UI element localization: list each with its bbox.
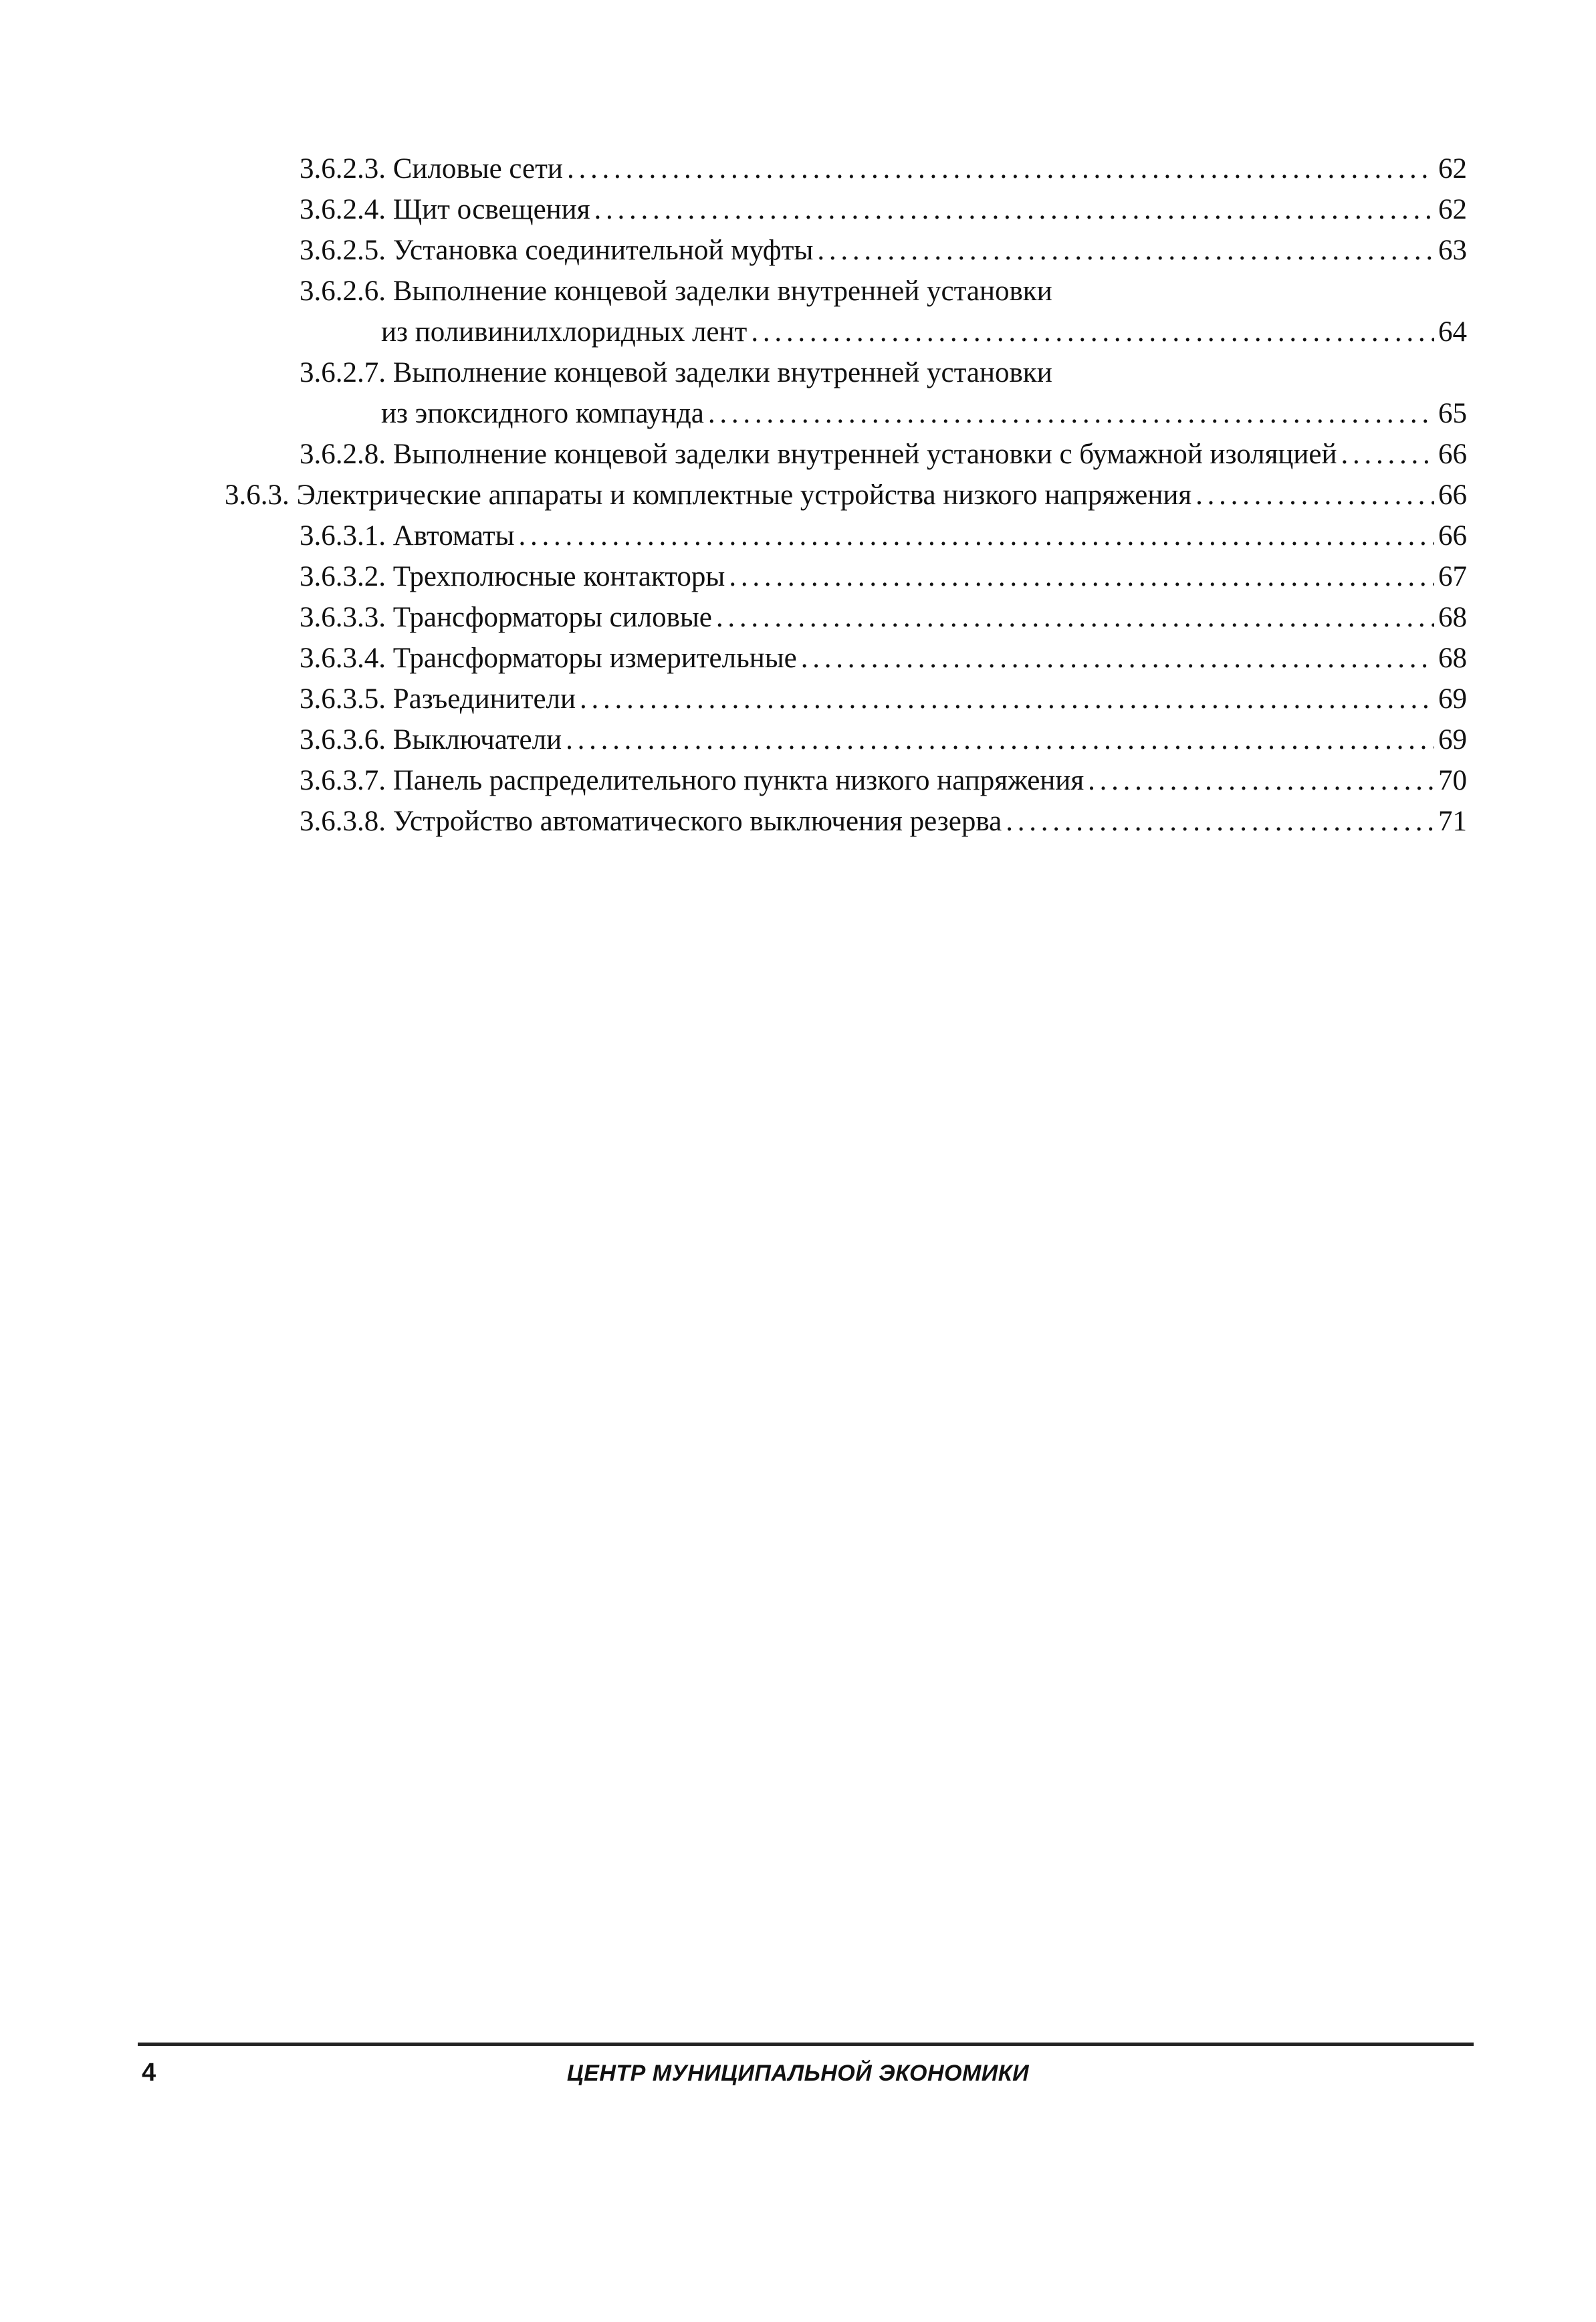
toc-page-number: 69 <box>1438 724 1467 756</box>
dot-leader <box>519 515 1434 556</box>
footer-divider <box>138 2043 1474 2046</box>
toc-entry-title: Устройство автоматического выключения резерва <box>392 806 1002 837</box>
toc-entry[interactable] <box>300 148 1467 189</box>
toc-entry[interactable] <box>300 760 1467 801</box>
dot-leader <box>716 597 1434 638</box>
toc-page-number: 66 <box>1438 520 1467 552</box>
toc-page-number: 69 <box>1438 683 1467 715</box>
toc-page-number: 68 <box>1438 602 1467 633</box>
toc-entry[interactable] <box>300 801 1467 842</box>
toc-page-number: 71 <box>1438 806 1467 837</box>
toc-entry[interactable] <box>300 515 1467 556</box>
dot-leader <box>801 638 1434 679</box>
toc-page-number: 64 <box>1438 316 1467 348</box>
dot-leader <box>1195 475 1434 515</box>
toc-entry-number: 3.6.3.2. <box>300 561 386 592</box>
toc-entry-title: Выполнение концевой заделки внутренней установки <box>392 357 1052 388</box>
toc-entry-number: 3.6.3.5. <box>300 683 386 715</box>
toc-entry-number: 3.6.3.1. <box>300 520 386 552</box>
toc-entry[interactable] <box>300 597 1467 638</box>
table-of-contents <box>225 148 1467 842</box>
dot-leader <box>708 393 1434 434</box>
dot-leader <box>580 679 1434 719</box>
toc-entry[interactable] <box>300 189 1467 230</box>
toc-entry-number: 3.6.2.6. <box>300 275 386 307</box>
toc-entry-title: Щит освещения <box>392 194 590 225</box>
toc-entry-title: Выполнение концевой заделки внутренней установки <box>392 275 1052 307</box>
toc-page-number: 65 <box>1438 398 1467 429</box>
toc-entry-title: Силовые сети <box>392 153 563 185</box>
toc-entry-title: Трансформаторы силовые <box>392 602 712 633</box>
toc-entry-number: 3.6.2.7. <box>300 357 386 388</box>
toc-page-number: 66 <box>1438 439 1467 470</box>
toc-entry-title: Выполнение концевой заделки внутренней установки с бумажной изоляцией <box>392 439 1337 470</box>
footer-page-number: 4 <box>142 2059 156 2087</box>
toc-entry-number: 3.6.3.7. <box>300 765 386 796</box>
dot-leader <box>567 148 1434 189</box>
toc-entry-title: Трехполюсные контакторы <box>392 561 725 592</box>
toc-entry-title: Автоматы <box>392 520 515 552</box>
toc-entry[interactable] <box>300 638 1467 679</box>
toc-page-number: 67 <box>1438 561 1467 592</box>
toc-entry-title-continuation: из эпоксидного компаунда <box>381 398 704 429</box>
footer-publisher-title: ЦЕНТР МУНИЦИПАЛЬНОЙ ЭКОНОМИКИ <box>566 2061 1030 2086</box>
dot-leader <box>1088 760 1434 801</box>
toc-page-number: 62 <box>1438 153 1467 185</box>
toc-entry-number: 3.6.3.4. <box>300 643 386 674</box>
toc-entry-title: Электрические аппараты и комплектные устройства низкого напряжения <box>296 479 1192 511</box>
dot-leader <box>1341 434 1435 475</box>
dot-leader <box>817 230 1434 271</box>
toc-page-number: 66 <box>1438 479 1467 511</box>
toc-entry-number: 3.6.2.5. <box>300 235 386 266</box>
toc-entry[interactable] <box>300 352 1467 434</box>
toc-entry-title-continuation: из поливинилхлоридных лент <box>381 316 748 348</box>
toc-entry-number: 3.6.2.3. <box>300 153 386 185</box>
dot-leader <box>566 719 1434 760</box>
toc-entry-number: 3.6.3.6. <box>300 724 386 756</box>
toc-entry-number: 3.6.3.3. <box>300 602 386 633</box>
toc-entry[interactable] <box>300 230 1467 271</box>
toc-page-number: 70 <box>1438 765 1467 796</box>
toc-entry[interactable] <box>300 434 1467 475</box>
toc-entry-title: Выключатели <box>392 724 562 756</box>
toc-entry[interactable] <box>300 271 1467 352</box>
toc-page-number: 68 <box>1438 643 1467 674</box>
toc-page-number: 63 <box>1438 235 1467 266</box>
toc-entry[interactable] <box>300 679 1467 719</box>
dot-leader <box>594 189 1434 230</box>
toc-entry-title: Трансформаторы измерительные <box>392 643 797 674</box>
toc-section-entry[interactable] <box>225 475 1467 515</box>
dot-leader <box>729 556 1434 597</box>
toc-entry-title: Панель распределительного пункта низкого напряжения <box>392 765 1085 796</box>
toc-entry-number: 3.6.3.8. <box>300 806 386 837</box>
toc-entry[interactable] <box>300 556 1467 597</box>
toc-entry-title: Установка соединительной муфты <box>392 235 814 266</box>
toc-page-number: 62 <box>1438 194 1467 225</box>
toc-entry-title: Разъединители <box>392 683 576 715</box>
dot-leader <box>751 312 1434 352</box>
toc-entry[interactable] <box>300 719 1467 760</box>
toc-entry-number: 3.6.3. <box>225 479 290 511</box>
toc-entry-number: 3.6.2.8. <box>300 439 386 470</box>
toc-entry-number: 3.6.2.4. <box>300 194 386 225</box>
dot-leader <box>1006 801 1434 842</box>
